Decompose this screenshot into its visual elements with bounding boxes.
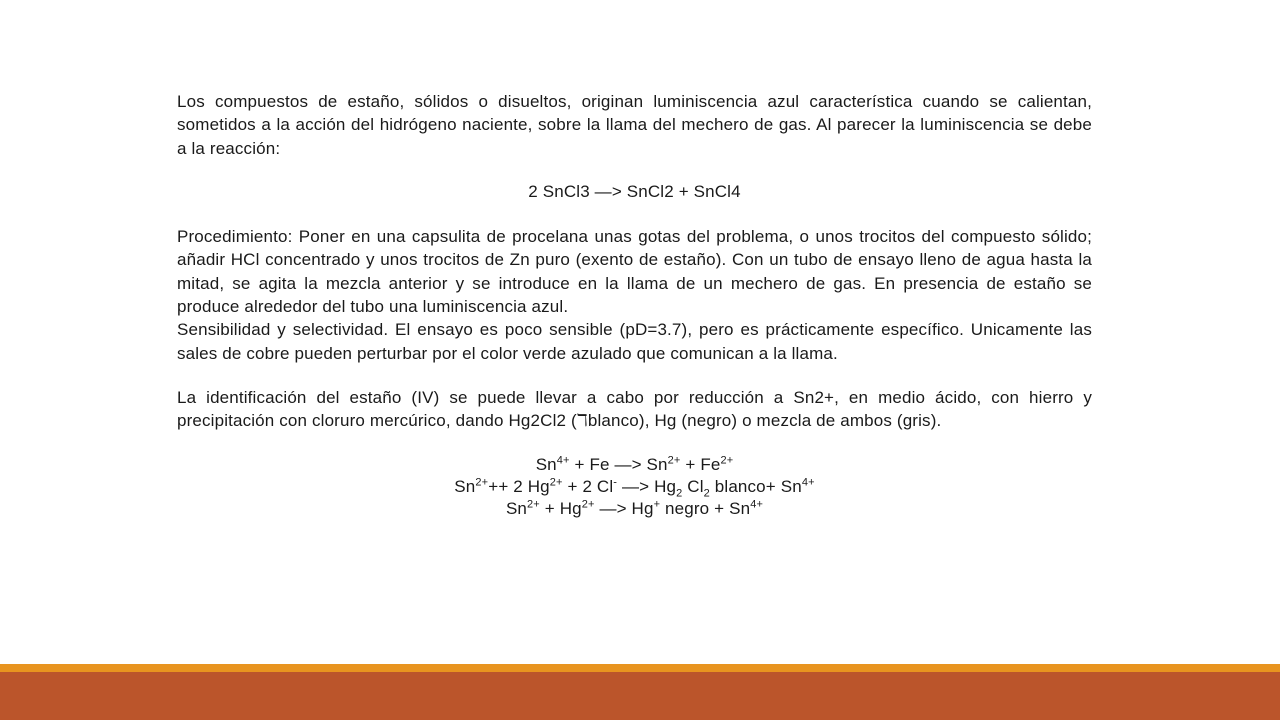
- spacer: [177, 365, 1092, 386]
- equation-2: $Sn^{2+}++ 2$ $Hg^{2+} + 2$ Cl- —> $Hg_2$ $Cl_2$ blanco+ $Sn^{4+}$: [454, 475, 815, 499]
- reaction-equation: 2 SnCl3 —> SnCl2 + SnCl4: [528, 181, 741, 201]
- paragraph-procedure: Procedimiento: Poner en una capsulita de procelana unas gotas del problema, o unos trocitos del compuesto sólido; añadir HCl concentrado y unos trocitos de Zn puro (exento de estaño). Con un tubo de ensayo lleno de agua hasta la mitad, se agita la mezcla anterior y se introduce en la llama de un mechero de gas. En presencia de estaño se produce alrededor del tubo una luminiscencia azul.: [177, 227, 1092, 317]
- slide-content: [177, 90, 1092, 520]
- footer-bar: [0, 672, 1280, 720]
- spacer: [177, 160, 1092, 180]
- equation-3: $Sn^{2+} + Hg^{2+}$ —> Hg+ negro + $Sn^{4+}$: [505, 497, 764, 518]
- paragraph-intro: Los compuestos de estaño, sólidos o disueltos, originan luminiscencia azul característica cuando se calientan, sometidos a la acción del hidrógeno naciente, sobre la llama del mechero de gas. Al parecer la luminiscencia se debe a la reacción:: [177, 92, 1092, 158]
- equation-1: $Sn^{4+} + Fe$ —> $Sn^{2+} + Fe^{2+}$: [535, 453, 734, 474]
- paragraph-sensitivity: Sensibilidad y selectividad. El ensayo es poco sensible (pD=3.7), pero es prácticamente específico. Unicamente las sales de cobre pueden perturbar por el color verde azulado que comunican a la llama.: [177, 320, 1092, 363]
- spacer: [177, 433, 1092, 454]
- accent-line: [0, 664, 1280, 672]
- spacer: [177, 203, 1092, 225]
- paragraph-identification: La identificación del estaño (IV) se puede llevar a cabo por reducción a Sn2+, en medio ácido, con hierro y precipitación con cloruro mercúrico, dando Hg2Cl2 (ℸblanco), Hg (negro) o mezcla de ambos (gris).: [177, 387, 1092, 431]
